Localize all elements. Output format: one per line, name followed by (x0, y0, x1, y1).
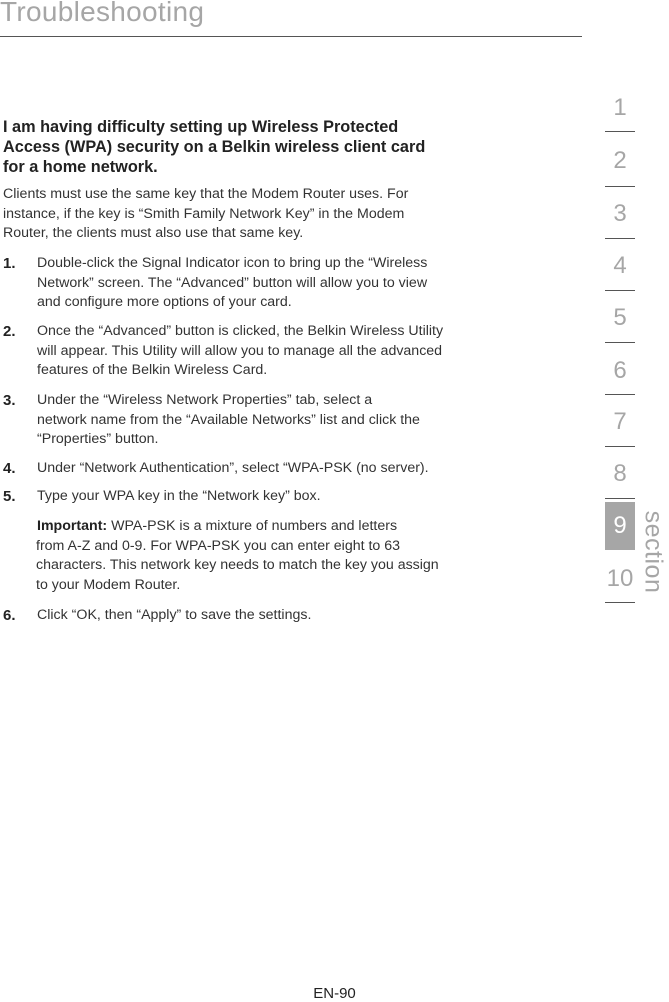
page-number: EN-90 (313, 985, 356, 1002)
step-line: Network” screen. The “Advanced” button will allow you to view (37, 274, 428, 291)
step-number: 1. (3, 255, 16, 272)
note-line: characters. This network key needs to match the key you assign (36, 557, 439, 573)
step-text (37, 487, 582, 507)
section-tab-9-active[interactable] (605, 502, 635, 550)
section-tab-4[interactable]: 4 (613, 252, 627, 279)
section-label: section (639, 510, 668, 594)
note-line: to your Modem Router. (36, 576, 181, 593)
section-tab-1[interactable]: 1 (613, 94, 627, 121)
question-line: for a home network. (3, 158, 158, 176)
section-divider (605, 290, 635, 291)
question-heading (3, 117, 523, 177)
step-number: 3. (3, 392, 16, 409)
step-line: “Properties” button. (37, 431, 159, 447)
intro-line: Clients must use the same key that the Modem Router uses. For (3, 186, 409, 202)
step-line: and configure more options of your card. (37, 294, 292, 310)
important-label: Important: (37, 518, 108, 534)
step-line: features of the Belkin Wireless Card. (37, 362, 268, 378)
step-line: network name from the “Available Networks” list and click the (37, 411, 420, 428)
section-tab-3[interactable]: 3 (613, 200, 627, 227)
step-text (37, 459, 582, 479)
step-line: Click “OK, then “Apply” to save the settings. (37, 607, 312, 623)
intro-line: Router, the clients must also use that same key. (3, 225, 304, 241)
step-line: Double-click the Signal Indicator icon to bring up the “Wireless (37, 255, 428, 271)
section-tab-6[interactable]: 6 (613, 357, 627, 384)
header-divider (0, 36, 582, 37)
section-tab-5[interactable]: 5 (613, 304, 627, 331)
step-line: will appear. This Utility will allow you to manage all the advanced (37, 342, 443, 359)
step-number: 6. (3, 607, 16, 624)
step-number: 2. (3, 323, 16, 340)
section-divider (605, 342, 635, 343)
step-number: 4. (3, 460, 16, 477)
important-note (37, 517, 582, 595)
step-text (37, 254, 582, 313)
note-line: from A-Z and 0-9. For WPA-PSK you can enter eight to 63 (36, 537, 401, 554)
step-text (37, 322, 582, 381)
step-line: Type your WPA key in the “Network key” box. (37, 488, 321, 504)
section-divider (605, 394, 635, 395)
section-tab-2[interactable]: 2 (613, 147, 627, 174)
section-divider (605, 131, 635, 132)
step-text (37, 606, 582, 626)
section-divider (605, 498, 635, 499)
step-line: Under the “Wireless Network Properties” tab, select a (37, 392, 373, 408)
question-line: Access (WPA) security on a Belkin wireless client card (3, 138, 426, 156)
step-text (37, 391, 582, 450)
intro-paragraph (3, 185, 563, 244)
note-first-line (37, 517, 582, 537)
question-line: I am having difficulty setting up Wireless Protected (3, 118, 399, 136)
step-line: Under “Network Authentication”, select “WPA-PSK (no server). (37, 460, 429, 476)
section-tab-8[interactable]: 8 (613, 460, 627, 487)
section-divider (605, 602, 635, 603)
page-title: Troubleshooting (0, 0, 205, 27)
section-tab-10[interactable]: 10 (606, 565, 634, 592)
step-number: 5. (3, 488, 16, 505)
section-divider (605, 446, 635, 447)
intro-line: instance, if the key is “Smith Family Network Key” in the Modem (3, 205, 405, 222)
active-section-number: 9 (613, 512, 627, 539)
section-tab-7[interactable]: 7 (613, 408, 627, 435)
section-divider (605, 238, 635, 239)
section-divider (605, 186, 635, 187)
step-line: Once the “Advanced” button is clicked, the Belkin Wireless Utility (37, 323, 444, 339)
note-text: WPA-PSK is a mixture of numbers and letters (111, 518, 398, 534)
